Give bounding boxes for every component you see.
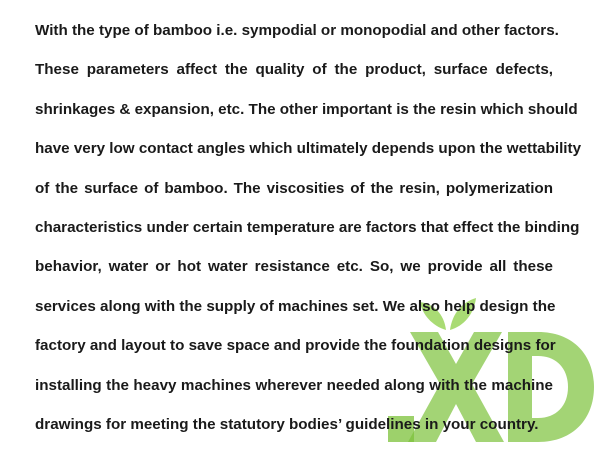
paragraph-line: services along with the supply of machines set. We also help design the bbox=[35, 297, 556, 315]
body-paragraph bbox=[35, 19, 582, 452]
paragraph-line: With the type of bamboo i.e. sympodial or monopodial and other factors. bbox=[35, 22, 559, 39]
paragraph-line: factory and layout to save space and provide the foundation designs for bbox=[35, 337, 556, 355]
paragraph-line: shrinkages & expansion, etc. The other important is the resin which should bbox=[35, 100, 578, 118]
paragraph-line: behavior, water or hot water resistance etc. So, we provide all these bbox=[35, 258, 553, 276]
paragraph-line: of the surface of bamboo. The viscosities of the resin, polymerization bbox=[35, 179, 553, 197]
paragraph-line: These parameters affect the quality of the product, surface defects, bbox=[35, 61, 553, 79]
paragraph-line: installing the heavy machines wherever needed along with the machine bbox=[35, 376, 553, 394]
paragraph-line: characteristics under certain temperature are factors that effect the binding bbox=[35, 218, 580, 236]
logo-text: .XD bbox=[493, 452, 495, 453]
paragraph-line: drawings for meeting the statutory bodies’ guidelines in your country. bbox=[35, 415, 539, 433]
paragraph-line: have very low contact angles which ultimately depends upon the wettability bbox=[35, 140, 582, 158]
